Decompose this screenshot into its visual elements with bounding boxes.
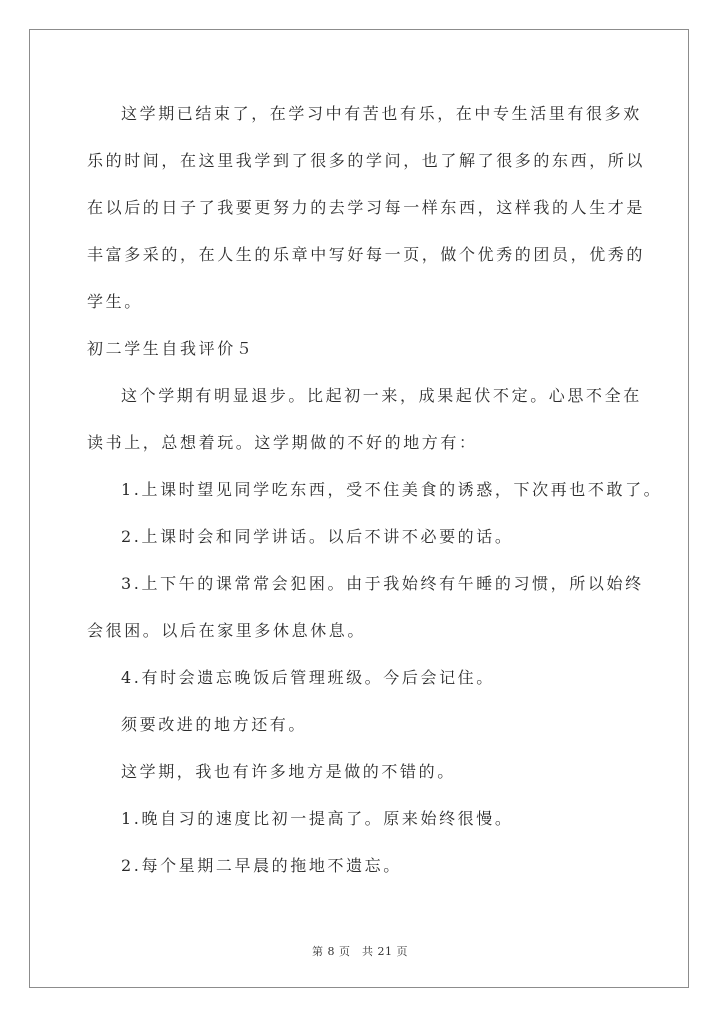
section-heading: 初二学生自我评价５ <box>87 339 255 358</box>
paragraph-line: 这学期，我也有许多地方是做的不错的。 <box>121 762 456 781</box>
list-item: 1.晚自习的速度比初一提高了。原来始终很慢。 <box>121 809 514 828</box>
paragraph-line: 在以后的日子了我要更努力的去学习每一样东西，这样我的人生才是 <box>87 198 646 217</box>
paragraph-line: 学生。 <box>87 292 143 311</box>
list-item: 2.上课时会和同学讲话。以后不讲不必要的话。 <box>121 527 514 546</box>
paragraph-line: 读书上，总想着玩。这学期做的不好的地方有： <box>87 433 478 452</box>
list-item: 2.每个星期二早晨的拖地不遗忘。 <box>121 856 402 875</box>
paragraph-line: 这个学期有明显退步。比起初一来，成果起伏不定。心思不全在 <box>121 386 642 405</box>
list-item: 1.上课时望见同学吃东西，受不住美食的诱惑，下次再也不敢了。 <box>121 480 663 499</box>
page-number-footer: 第 8 页 共 21 页 <box>312 945 408 958</box>
paragraph-line: 乐的时间，在这里我学到了很多的学问，也了解了很多的东西，所以 <box>87 151 646 170</box>
list-item-continuation: 会很困。以后在家里多休息休息。 <box>87 621 367 640</box>
list-item: 4.有时会遗忘晚饭后管理班级。今后会记住。 <box>121 668 495 687</box>
list-item: 3.上下午的课常常会犯困。由于我始终有午睡的习惯，所以始终 <box>121 574 644 593</box>
document-page <box>29 29 689 988</box>
paragraph-line: 须要改进的地方还有。 <box>121 715 308 734</box>
paragraph-line: 丰富多采的，在人生的乐章中写好每一页，做个优秀的团员，优秀的 <box>87 245 646 264</box>
paragraph-line: 这学期已结束了，在学习中有苦也有乐，在中专生活里有很多欢 <box>121 104 642 123</box>
